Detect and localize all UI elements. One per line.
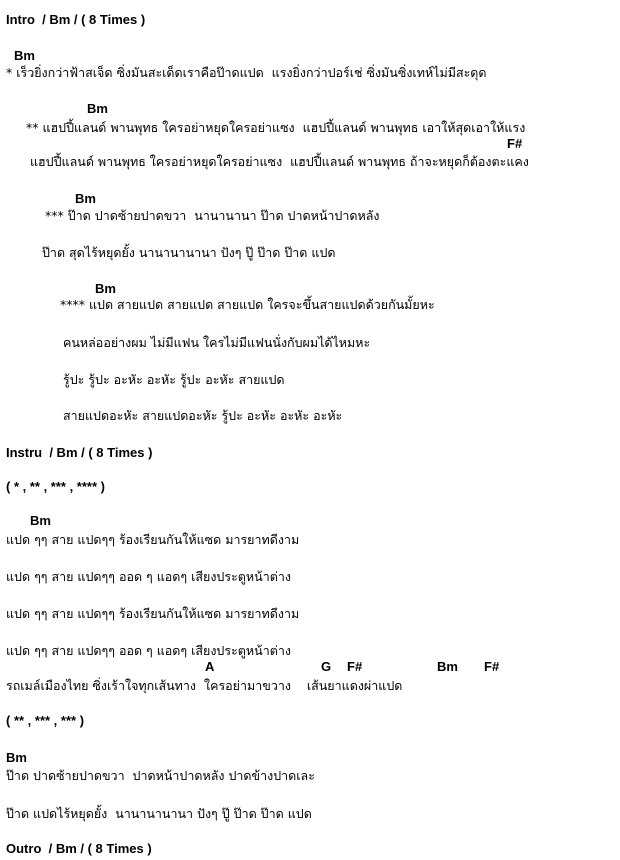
chord: Bm	[75, 191, 96, 206]
lyric-line: แปด ๆๆ สาย แปดๆๆ ออด ๆ แอดๆ เสียงประตูหน้าต่าง	[6, 643, 291, 658]
repeat-marker: ( * , ** , *** , **** )	[6, 479, 105, 494]
chord: F#	[347, 659, 363, 674]
lyric-line: * เร็วยิ่งกว่าฟ้าสเจ็ด ซิ่งมันสะเด็ดเราคือป๊าดแปด แรงยิ่งกว่าปอร์เช่ ซิ่งมันซิ่งเทห์ไม่มีสะดุด	[6, 65, 487, 80]
chord: F#	[507, 136, 523, 151]
chord: G	[321, 659, 332, 674]
chord: Bm	[437, 659, 458, 674]
chord: Bm	[87, 101, 108, 116]
lyric-line: ป๊าด ปาดซ้ายปาดขวา ปาดหน้าปาดหลัง ปาดข้างปาดเละ	[6, 768, 315, 783]
intro-heading: Intro / Bm / ( 8 Times )	[6, 12, 146, 27]
lyric-line: แปด ๆๆ สาย แปดๆๆ ร้องเรียนกันให้แซด มารยาทดีงาม	[6, 532, 300, 547]
lyric-line: ป๊าด แปดไร้หยุดยั้ง นานานานานา ปังๆ ปู๊ ป๊าด ป๊าด แปด	[6, 806, 312, 821]
lyric-line: ** แฮปปี้แลนด์ พานพุทธ ใครอย่าหยุดใครอย่าแซง แฮปปี้แลนด์ พานพุทธ เอาให้สุดเอาให้แรง	[26, 120, 526, 135]
lyric-line: แปด ๆๆ สาย แปดๆๆ ออด ๆ แอดๆ เสียงประตูหน้าต่าง	[6, 569, 291, 584]
lyric-line: **** แปด สายแปด สายแปด สายแปด ใครจะขึ้นสายแปดด้วยกันมั้ยหะ	[60, 297, 435, 312]
repeat-marker: ( ** , *** , *** )	[6, 713, 85, 728]
lyric-line: รู้ปะ รู้ปะ อะหัะ อะหัะ รู้ปะ อะหัะ สายแปด	[63, 372, 285, 387]
lyric-line: คนหล่ออย่างผม ไม่มีแฟน ใครไม่มีแฟนนั่งกับผมได้ไหมหะ	[63, 335, 371, 350]
chord: Bm	[6, 750, 27, 765]
lyric-line: ป๊าด สุดไร้หยุดยั้ง นานานานานา ปังๆ ปู๊ ป๊าด ป๊าด แปด	[42, 245, 336, 260]
lyric-line: แฮปปี้แลนด์ พานพุทธ ใครอย่าหยุดใครอย่าแซง แฮปปี้แลนด์ พานพุทธ ถ้าจะหยุดก็ต้องตะแคง	[30, 154, 529, 169]
outro-heading: Outro / Bm / ( 8 Times )	[6, 841, 152, 856]
chord: F#	[484, 659, 500, 674]
chord: Bm	[95, 281, 116, 296]
chord: A	[205, 659, 215, 674]
instru-heading: Instru / Bm / ( 8 Times )	[6, 445, 153, 460]
lyric-line: แปด ๆๆ สาย แปดๆๆ ร้องเรียนกันให้แซด มารยาทดีงาม	[6, 606, 300, 621]
chord: Bm	[14, 48, 35, 63]
lyric-line: รถเมล์เมืองไทย ซิ่งเร้าใจทุกเส้นทาง ใครอย่ามาขวาง เส้นยาแดงผ่าแปด	[6, 678, 403, 693]
lyric-line: สายแปดอะหัะ สายแปดอะหัะ รู้ปะ อะหัะ อะหัะ อะหัะ	[63, 408, 343, 423]
lyric-line: *** ป๊าด ปาดซ้ายปาดขวา นานานานา ป๊าด ปาดหน้าปาดหลัง	[45, 208, 380, 223]
chord: Bm	[30, 513, 51, 528]
